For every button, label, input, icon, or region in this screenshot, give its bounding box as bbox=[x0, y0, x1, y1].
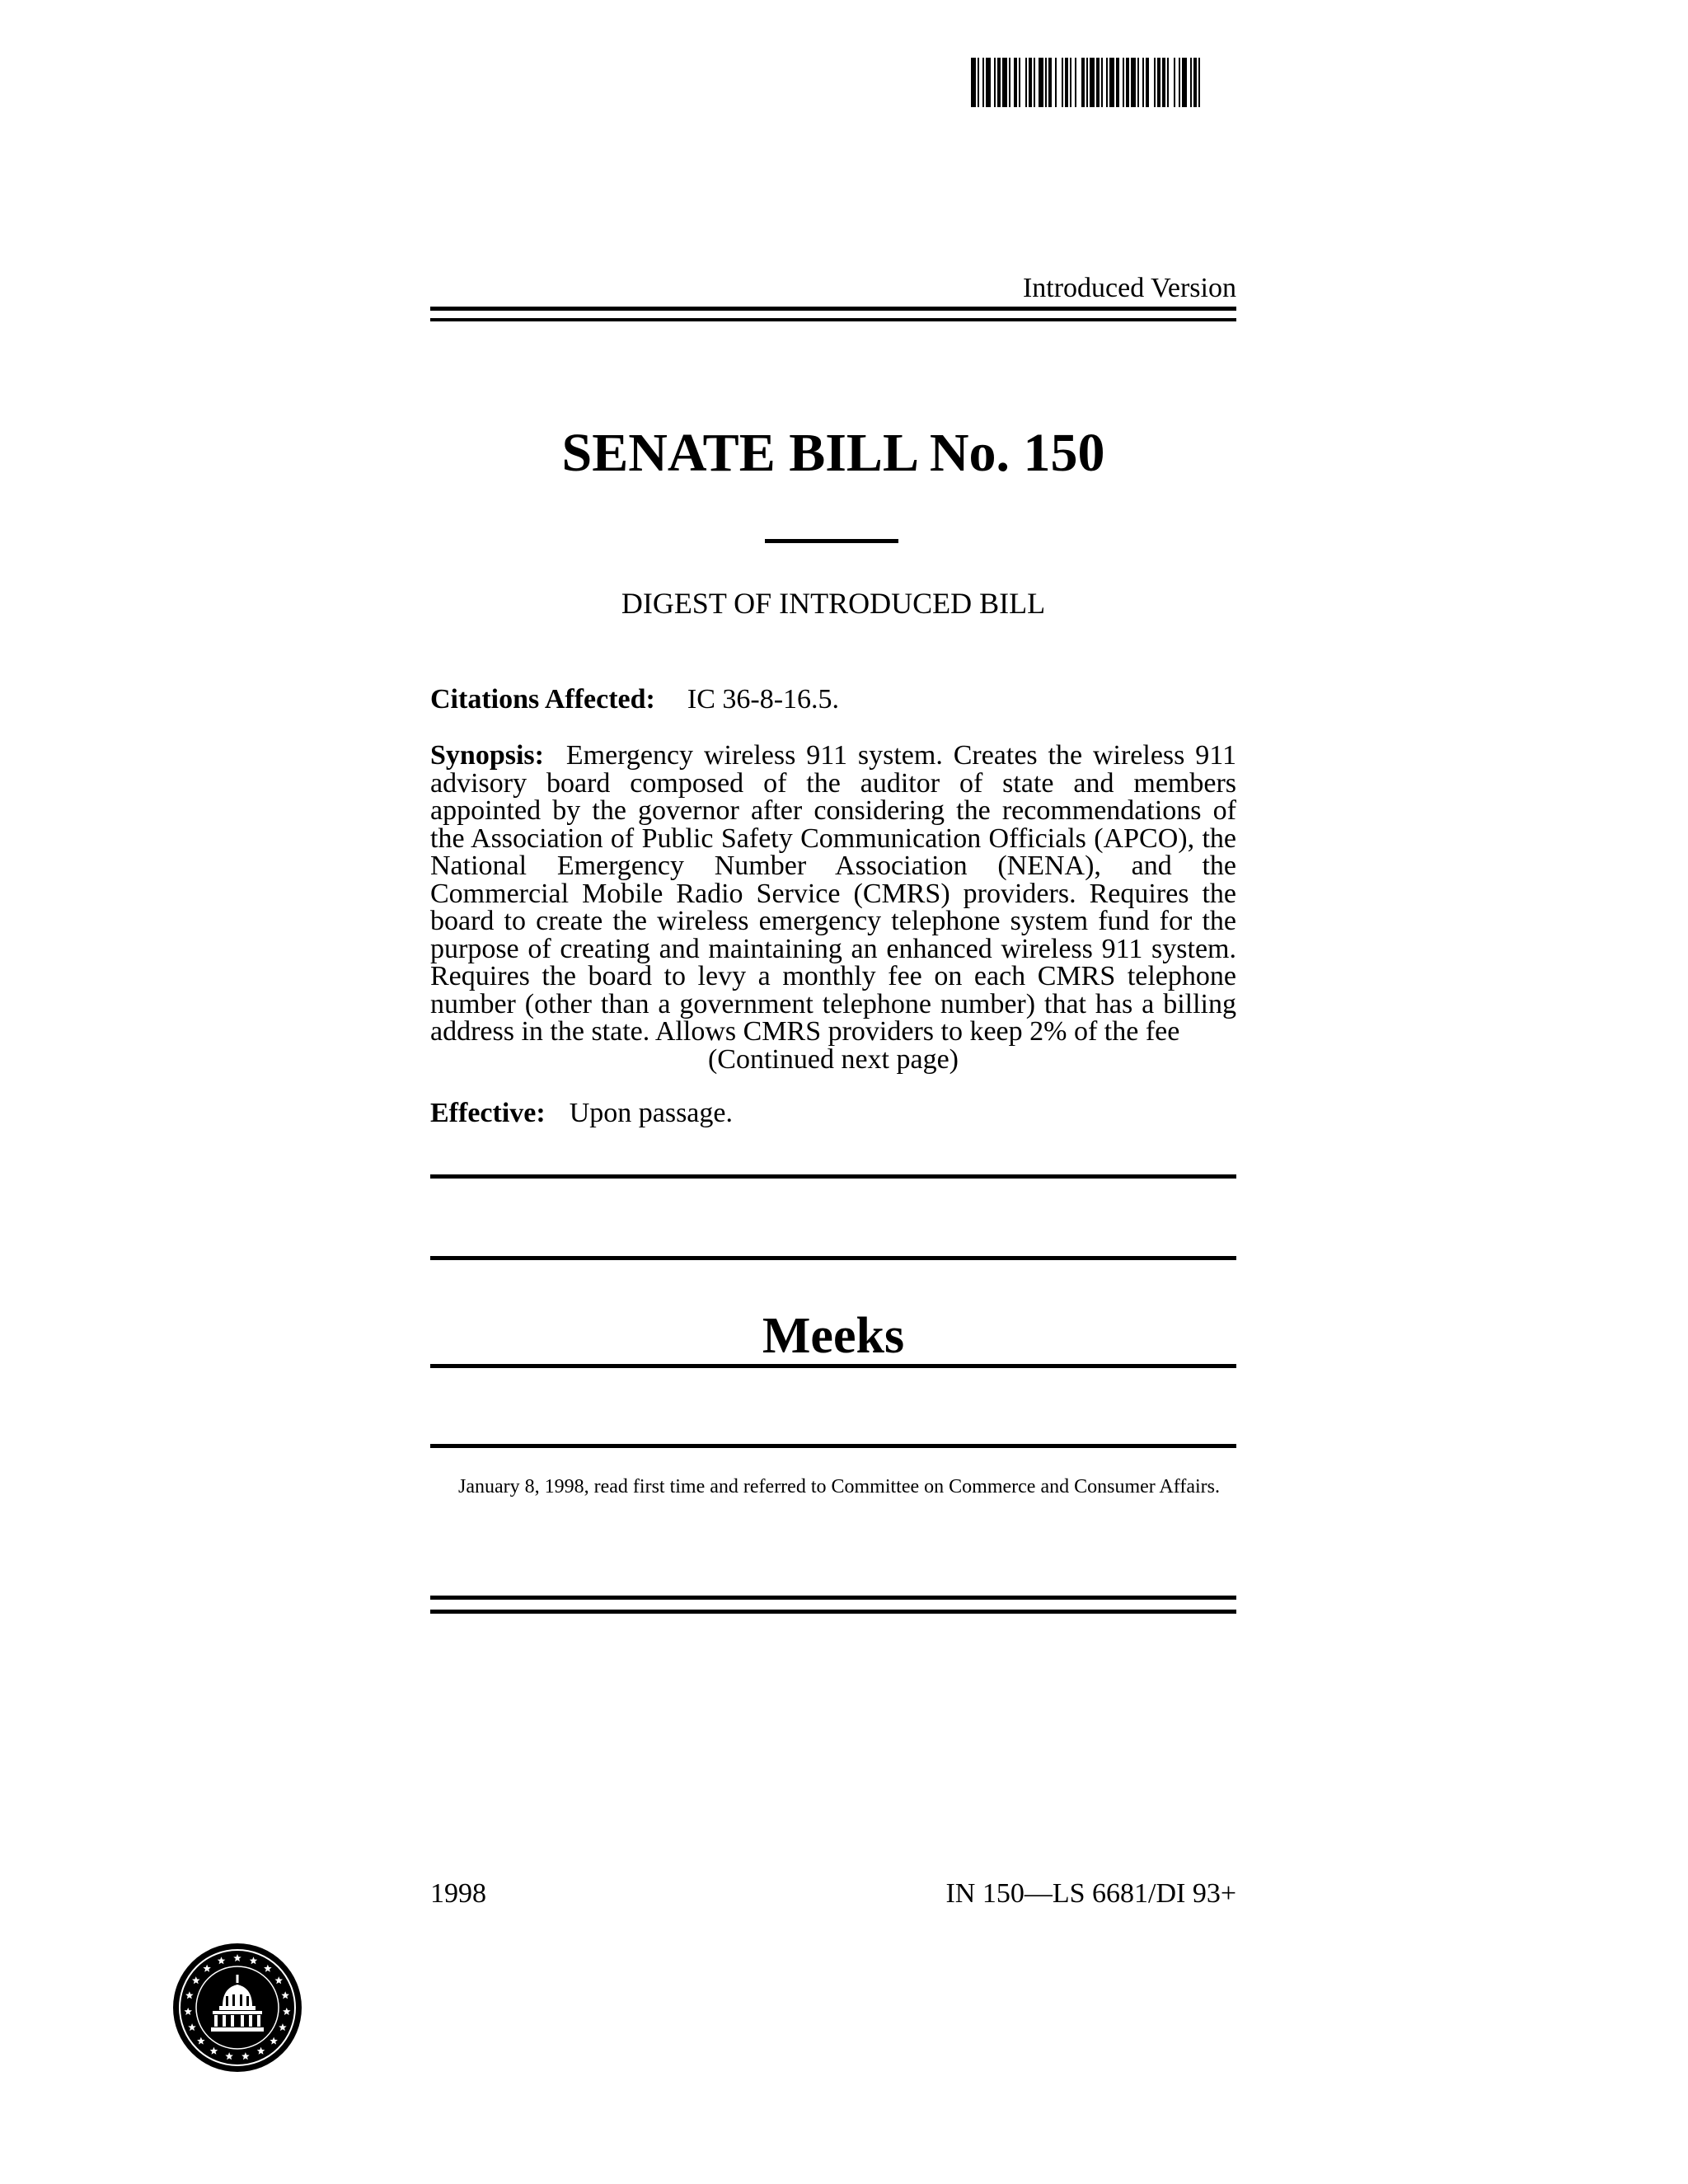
header-rule-bottom bbox=[430, 318, 1236, 321]
author-top-rule bbox=[430, 1256, 1236, 1260]
continued-note: (Continued next page) bbox=[707, 1044, 959, 1075]
effective-label: Effective: bbox=[430, 1098, 546, 1128]
digest-end-rule bbox=[430, 1174, 1236, 1179]
action-top-rule bbox=[430, 1444, 1236, 1448]
synopsis-label: Synopsis: bbox=[430, 740, 544, 771]
effective-value: Upon passage. bbox=[569, 1098, 733, 1128]
state-seal-icon bbox=[171, 1942, 303, 2074]
header-rule-top bbox=[430, 307, 1236, 311]
synopsis bbox=[430, 742, 1236, 1046]
author-bottom-rule bbox=[430, 1364, 1236, 1368]
author-name: Meeks bbox=[762, 1308, 905, 1364]
action-rule-top bbox=[430, 1596, 1236, 1600]
legislative-action: January 8, 1998, read first time and referred to Committee on Commerce and Consumer Affairs. bbox=[458, 1476, 1220, 1497]
digest-heading: DIGEST OF INTRODUCED BILL bbox=[621, 587, 1046, 620]
session-year: 1998 bbox=[430, 1878, 486, 1909]
version-label: Introduced Version bbox=[1022, 273, 1236, 303]
barcode-image bbox=[971, 58, 1274, 107]
effective-date bbox=[430, 1099, 1236, 1127]
action-rule-bottom bbox=[430, 1610, 1236, 1614]
citations-affected bbox=[430, 686, 1236, 714]
citations-label: Citations Affected: bbox=[430, 684, 655, 715]
citations-value: IC 36-8-16.5. bbox=[687, 684, 840, 715]
bill-title: SENATE BILL No. 150 bbox=[561, 423, 1105, 483]
title-divider bbox=[765, 539, 898, 543]
document-id: IN 150—LS 6681/DI 93+ bbox=[945, 1878, 1236, 1909]
synopsis-text: Emergency wireless 911 system. Creates the wireless 911 advisory board composed of the auditor of state and members appointed by the governor after considering the recommendations of the Association of Public Safety Communication Officials (APCO), the National Emergency Number Association (NENA), and the Commercial Mobile Radio Service (CMRS) providers. Requires the board to create the wireless emergency telephone system fund for the purpose of creating and maintaining an enhanced wireless 911 system. Requires the board to levy a monthly fee on each CMRS telephone number (other than a government telephone number) that has a billing address in the state. Allows CMRS providers to keep 2% of the fee bbox=[430, 740, 1236, 1047]
